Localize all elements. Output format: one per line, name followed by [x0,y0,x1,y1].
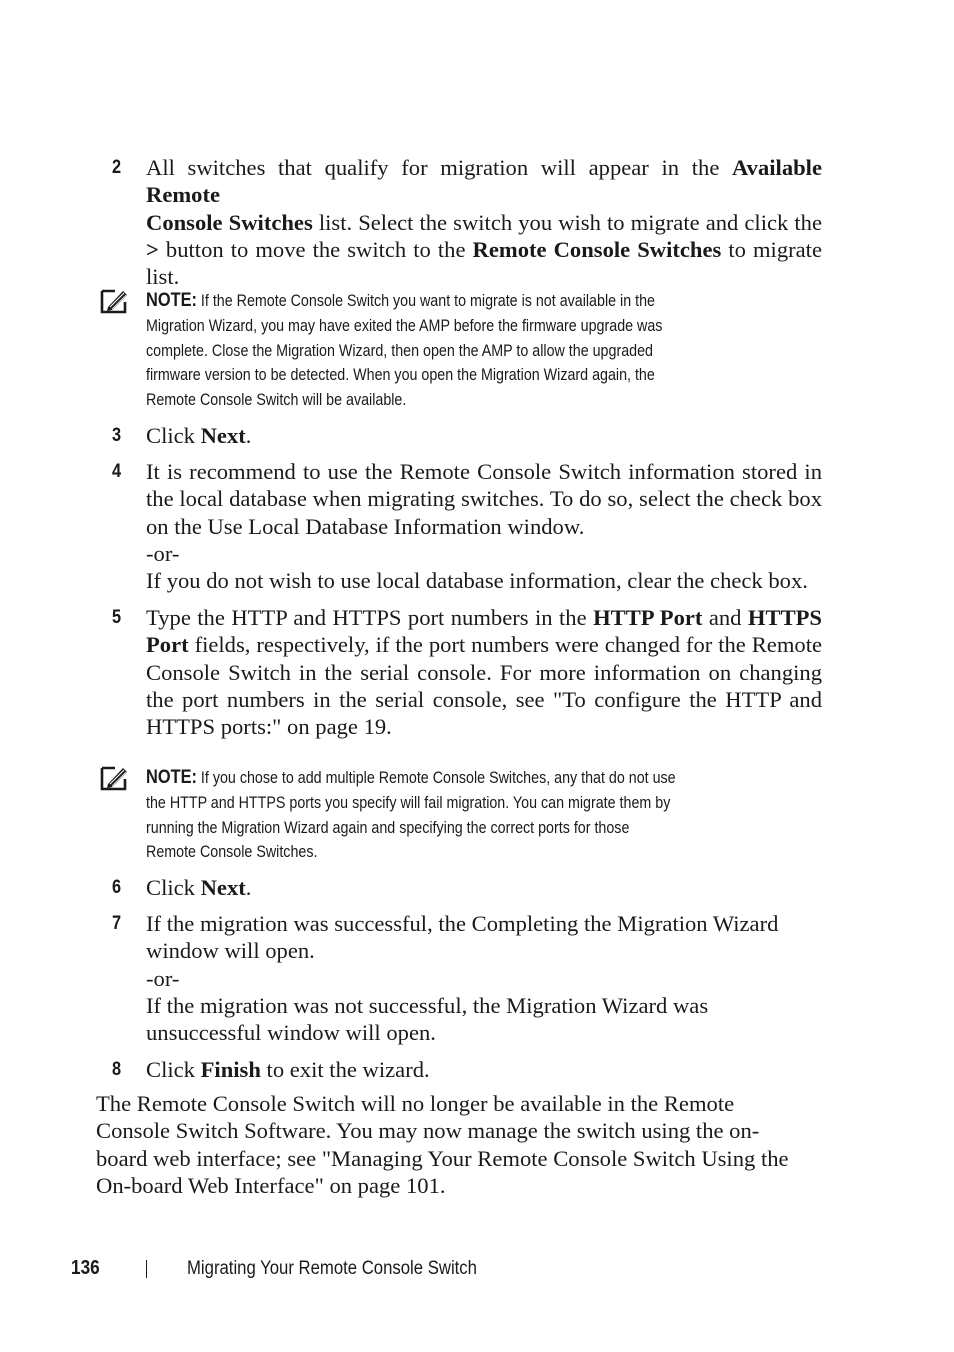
step-number: 2 [112,157,122,178]
ui-label: Next [200,423,246,448]
text-line: board web interface; see "Managing Your Remote Console Switch Using the [96,1145,789,1171]
text-line: the local database when migrating switches. To do so, select the check box [146,486,822,512]
text-line: NOTE: If the Remote Console Switch you want to migrate is not available in the [146,289,655,311]
text-line: on the Use Local Database Information window. [146,513,585,539]
text-line: Port fields, respectively, if the port numbers were changed for the Remote [146,632,822,658]
text-line: Click Next. [146,423,252,448]
text-line: If the migration was successful, the Completing the Migration Wizard [146,911,779,936]
footer-divider [146,1260,147,1278]
note-pencil-icon [100,288,130,314]
step-number: 4 [112,461,122,482]
text-line: Remote Console Switches. [146,842,318,862]
text-line: If you do not wish to use local database information, clear the check box. [146,568,808,594]
ui-label: Remote Console Switches [472,236,722,262]
note-text [146,288,822,413]
ui-label: HTTPS [747,605,823,630]
text-line: the HTTP and HTTPS ports you specify will fail migration. You can migrate them by [146,792,671,812]
page-number: 136 [71,1257,100,1279]
note-label: NOTE: [146,289,197,311]
text-line: unsuccessful window will open. [146,1020,436,1046]
text-line: complete. Close the Migration Wizard, then open the AMP to allow the upgraded [146,340,653,360]
ui-label: Finish [200,1057,261,1082]
text-line: The Remote Console Switch will no longer be available in the Remote [96,1091,735,1116]
text-line: Console Switch in the serial console. For more information on changing [146,659,822,685]
text-line: > button to move the switch to the Remote Console Switches to migrate [146,236,822,262]
text-line: the port numbers in the serial console, see "To configure the HTTP and [146,686,822,712]
text-line: running the Migration Wizard again and specifying the correct ports for those [146,817,630,837]
text-line: -or- [146,965,180,991]
text-line: Console Switches list. Select the switch you wish to migrate and click the [146,209,822,235]
step-number: 6 [112,877,122,898]
text-line: NOTE: If you chose to add multiple Remote Console Switches, any that do not use [146,766,676,788]
step-text [146,458,822,594]
step-text [146,422,822,449]
text-line: If the migration was not successful, the Migration Wizard was [146,992,709,1018]
step-number: 7 [112,913,122,934]
step-text [146,874,822,901]
step-text [146,154,822,290]
step-text [146,910,822,1046]
text-line: Type the HTTP and HTTPS port numbers in the HTTP Port and HTTPS [146,605,823,630]
ui-label: Available Remote [146,155,822,208]
text-line: Click Next. [146,875,252,900]
ui-label: Console Switches [146,209,313,235]
step-text [146,1056,822,1083]
ui-label: HTTP Port [593,605,703,630]
step-number: 5 [112,607,122,628]
step-number: 8 [112,1059,122,1080]
text-line: Console Switch Software. You may now manage the switch using the on- [96,1118,760,1144]
text-line: HTTPS ports:" on page 19. [146,714,392,740]
text-line: On-board Web Interface" on page 101. [96,1172,446,1198]
text-line: Migration Wizard, you may have exited the AMP before the firmware upgrade was [146,315,663,335]
text-line: Click Finish to exit the wizard. [146,1057,430,1082]
closing-paragraph [96,1090,816,1199]
ui-label: Next [200,875,246,900]
text-line: window will open. [146,938,315,964]
footer-section-title: Migrating Your Remote Console Switch [187,1258,477,1279]
text-line: Remote Console Switch will be available. [146,390,407,410]
step-text [146,604,822,740]
note-pencil-icon [100,765,130,791]
text-line: -or- [146,540,180,566]
ui-label: Port [146,632,189,658]
step-number: 3 [112,425,122,446]
note-label: NOTE: [146,766,197,788]
note-text [146,765,822,865]
text-line: It is recommend to use the Remote Console Switch information stored in [146,459,822,484]
page-footer [0,1255,954,1285]
text-line: list. [146,264,180,290]
text-line: firmware version to be detected. When you open the Migration Wizard again, the [146,365,655,385]
text-line: All switches that qualify for migration will appear in the Available Remote [146,155,822,208]
ui-label: > [146,236,159,262]
